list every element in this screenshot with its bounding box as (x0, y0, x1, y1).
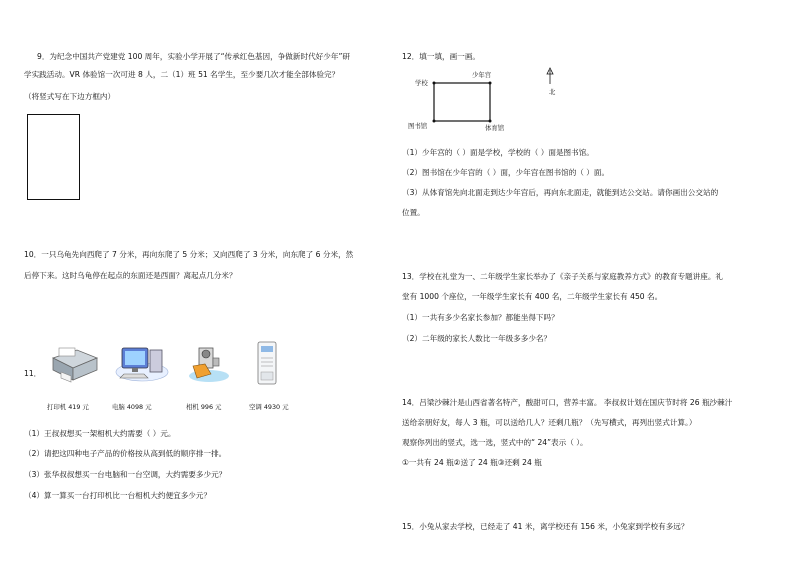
q9-answer-box[interactable] (27, 114, 80, 200)
q14-line3: 观察你列出的竖式，选一选，竖式中的“ 24”表示（ ）。 (402, 438, 588, 447)
q11-sub4: （4）算一算买一台打印机比一台相机大约便宜多少元？ (24, 491, 212, 500)
q12-sub3a: （3）从体育馆先向北面走到达少年宫后，再向东北面走，就能到达公交站。请你画出公交站的 (402, 188, 719, 197)
q13-line1: 13．学校在礼堂为一、二年级学生家长举办了《亲子关系与家庭教养方式》的教育专题讲座。礼 (402, 272, 724, 281)
q11-sub3: （3）张华叔叔想买一台电脑和一台空调，大约需要多少元？ (24, 470, 227, 479)
price-air-conditioner: 空调 4930 元 (249, 403, 289, 411)
q12-title: 12．填一填，画一画。 (402, 52, 481, 61)
computer-icon (114, 344, 170, 382)
q12-sub3b: 位置。 (402, 208, 425, 217)
q12-sub1: （1）少年宫的（ ）面是学校，学校的（ ）面是图书馆。 (402, 148, 594, 157)
q11-sub1: （1）王叔叔想买一架相机大约需要（ ）元。 (24, 429, 176, 438)
map-label-school: 学校 (415, 79, 428, 87)
map-label-north: 北 (549, 88, 556, 96)
q13-sub1: （1）一共有多少名家长参加？都能坐得下吗？ (402, 313, 559, 322)
q10-line1: 10．一只乌龟先向西爬了 7 分米，再向东爬了 5 分米；又向西爬了 3 分米，向东爬了 6 分米，然 (24, 250, 354, 259)
q14-line1: 14．吕梁沙棘汁是山西省著名特产，酸甜可口，营养丰富。 李叔叔计划在国庆节时将 26 瓶沙棘汁 (402, 398, 733, 407)
q13-line2: 堂有 1000 个座位，一年级学生家长有 400 名，二年级学生家长有 450 名。 (402, 292, 663, 301)
q11-sub2: （2）请把这四种电子产品的价格按从高到低的顺序排一排。 (24, 449, 227, 458)
q14-line4: ①一共有 24 瓶②送了 24 瓶③还剩 24 瓶 (402, 458, 542, 467)
price-printer: 打印机 419 元 (47, 403, 89, 411)
q9-line2: 学实践活动。VR 体验馆一次可进 8 人，二（1）班 51 名学生，至少要几次才能全部体验完？ (24, 70, 340, 79)
camera-icon (183, 344, 233, 384)
q14-line2: 送给亲朋好友，每人 3 瓶，可以送给几人？还剩几瓶？（先写横式，再列出竖式计算。） (402, 418, 697, 427)
map-label-youth-palace: 少年宫 (472, 71, 492, 79)
air-conditioner-icon (254, 340, 280, 386)
price-computer: 电脑 4098 元 (112, 403, 152, 411)
q12-sub2: （2）图书馆在少年宫的（ ）面，少年宫在图书馆的（ ）面。 (402, 168, 610, 177)
map-label-library: 图书馆 (408, 122, 428, 130)
q13-sub2: （2）二年级的家长人数比一年级多多少名？ (402, 334, 552, 343)
q15-line1: 15．小兔从家去学校，已经走了 41 米，离学校还有 156 米，小兔家到学校有多远？ (402, 522, 689, 531)
q10-line2: 后停下来。这时乌龟停在起点的东面还是西面？离起点几分米？ (24, 271, 237, 280)
price-camera: 相机 996 元 (186, 403, 222, 411)
q9-line1: 9．为纪念中国共产党建党 100 周年，实验小学开展了“传承红色基因，争做新时代好少年”研 (37, 52, 350, 61)
q9-line3: （将竖式写在下边方框内） (24, 92, 116, 101)
printer-icon (47, 344, 101, 384)
map-label-gym: 体育馆 (485, 124, 505, 132)
q11-number: 11． (24, 369, 42, 378)
